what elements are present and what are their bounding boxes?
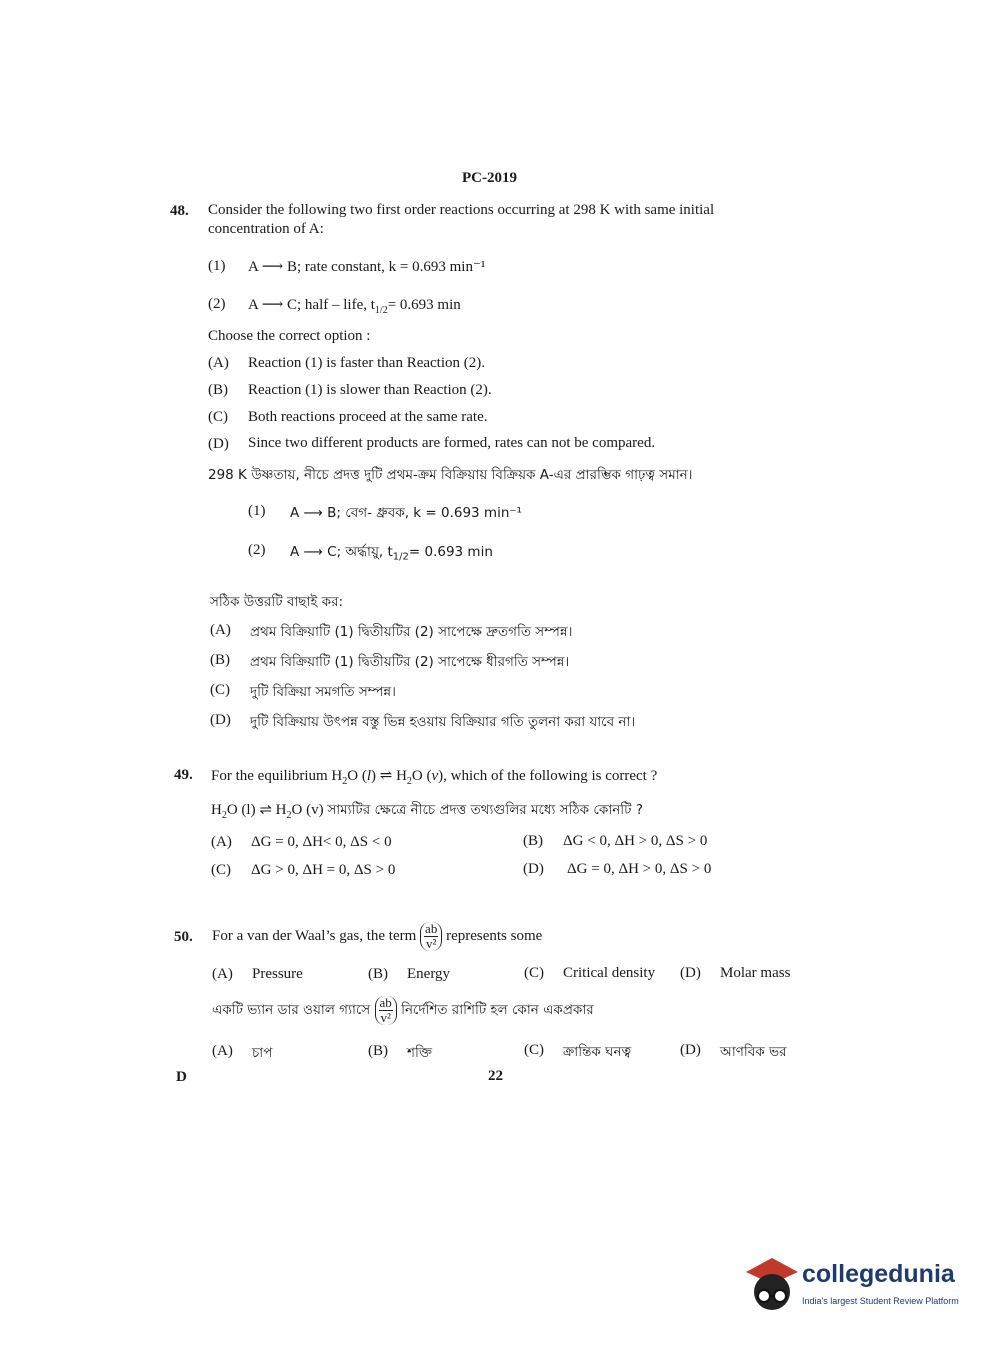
- q50-bengali-option-c-label: (C): [524, 1042, 544, 1058]
- q48-option-d: Since two different products are formed, rates can not be compared.: [248, 435, 656, 451]
- q50-option-c-label: (C): [524, 965, 544, 981]
- q49-option-d: ΔG = 0, ΔH > 0, ΔS > 0: [567, 861, 712, 877]
- q48-bengali-option-b-label: (B): [210, 652, 230, 668]
- ab-over-v2-fraction: $\frac{ab}{\text{v²}}$: [420, 922, 442, 951]
- q48-option-b: Reaction (1) is slower than Reaction (2).: [248, 382, 492, 398]
- q48-option-b-label: (B): [208, 382, 228, 398]
- q48-option-c: Both reactions proceed at the same rate.: [248, 409, 488, 425]
- q48-bengali-option-c: দুটি বিক্রিয়া সমগতি সম্পন্ন।: [250, 684, 396, 700]
- question-49-bengali-stem: $H_2O$ (l) ⇌ $H_2O$ (v) সাম্যটির ক্ষেত্রে নীচে প্রদত্ত তথ্যগুলির মধ্যে সঠিক কোনটি ?: [211, 802, 643, 821]
- q50-option-d: Molar mass: [720, 965, 791, 981]
- footer-set-code: D: [176, 1069, 187, 1085]
- q48-reaction2: A ⟶ C; half – life, $t_{1/2}= 0.693$ min: [248, 297, 461, 316]
- collegedunia-mascot-icon: [742, 1250, 800, 1318]
- q48-option-d-label: (D): [208, 436, 229, 452]
- page-header-code: PC-2019: [462, 170, 517, 186]
- question-49-stem: For the equilibrium $H_2O$ (l) ⇌ $H_2O$ (v), which of the following is correct ?: [211, 768, 658, 787]
- q50-bengali-option-a: চাপ: [252, 1045, 273, 1061]
- question-48-stem-line1: Consider the following two first order reactions occurring at 298 K with same initial: [208, 202, 715, 218]
- q50-option-c: Critical density: [563, 965, 656, 981]
- q48-bengali-reaction1: A ⟶ B; বেগ- ধ্রুবক, k = 0.693 min⁻¹: [290, 505, 522, 521]
- q50-option-b: Energy: [407, 966, 451, 982]
- q50-option-d-label: (D): [680, 965, 701, 981]
- question-50-bengali-stem: একটি ভ্যান ডার ওয়াল গ্যাসে $\frac{ab}{\text{v²}}$ নির্দেশিত রাশিটি হল কোন একপ্রকার: [212, 994, 594, 1025]
- q48-bengali-option-a-label: (A): [210, 622, 231, 638]
- q48-bengali-option-b: প্রথম বিক্রিয়াটি (1) দ্বিতীয়টির (2) সাপেক্ষে ধীরগতি সম্পন্ন।: [250, 654, 570, 670]
- q48-option-a-label: (A): [208, 355, 229, 371]
- q48-bengali-option-a: প্রথম বিক্রিয়াটি (1) দ্বিতীয়টির (2) সাপেক্ষে দ্রুতগতি সম্পন্ন।: [250, 624, 573, 640]
- footer-page-number: 22: [488, 1068, 503, 1084]
- q50-option-a-label: (A): [212, 966, 233, 982]
- q48-reaction2-label: (2): [208, 296, 226, 312]
- collegedunia-tagline: India's largest Student Review Platform: [802, 1296, 959, 1306]
- collegedunia-watermark: [742, 1250, 972, 1318]
- q48-bengali-reaction1-label: (1): [248, 503, 266, 519]
- collegedunia-brand: collegedunia: [802, 1260, 955, 1288]
- question-49-number: 49.: [174, 767, 193, 783]
- ab-over-v2-fraction-bengali: $\frac{ab}{\text{v²}}$: [375, 996, 397, 1025]
- q48-option-c-label: (C): [208, 409, 228, 425]
- q49-option-c: ΔG > 0, ΔH = 0, ΔS > 0: [251, 862, 396, 878]
- q48-bengali-option-d: দুটি বিক্রিয়ায় উৎপন্ন বস্তু ভিন্ন হওয়ায় বিক্রিয়ার গতি তুলনা করা যাবে না।: [250, 714, 636, 730]
- q48-bengali-stem: 298 K উষ্ণতায়, নীচে প্রদত্ত দুটি প্রথম-ক্রম বিক্রিয়ায় বিক্রিয়ক A-এর প্রারম্ভিক গাঢ়ত্ব সমান।: [208, 467, 693, 483]
- q48-reaction1-label: (1): [208, 258, 226, 274]
- q50-option-b-label: (B): [368, 966, 388, 982]
- question-48-number: 48.: [170, 203, 189, 219]
- q50-bengali-option-b: শক্তি: [407, 1045, 432, 1061]
- question-50-stem: For a van der Waal’s gas, the term $\frac{ab}{\text{v²}}$ represents some: [212, 921, 543, 952]
- q48-reaction1: A ⟶ B; rate constant, k = 0.693 min⁻¹: [248, 259, 486, 275]
- q48-bengali-reaction2: A ⟶ C; অর্দ্ধায়ু, $t_{1/2}= 0.693$ min: [290, 544, 493, 563]
- q49-option-c-label: (C): [211, 862, 231, 878]
- question-48-stem-line2: concentration of A:: [208, 221, 324, 237]
- q50-bengali-option-b-label: (B): [368, 1043, 388, 1059]
- question-50-number: 50.: [174, 929, 193, 945]
- q48-bengali-choose-prompt: সঠিক উত্তরটি বাছাই কর:: [210, 594, 344, 610]
- q48-bengali-option-c-label: (C): [210, 682, 230, 698]
- q49-option-d-label: (D): [523, 861, 544, 877]
- q50-bengali-option-d: আণবিক ভর: [720, 1044, 787, 1060]
- q50-bengali-option-d-label: (D): [680, 1042, 701, 1058]
- q49-option-b-label: (B): [523, 833, 543, 849]
- q49-option-b: ΔG < 0, ΔH > 0, ΔS > 0: [563, 833, 708, 849]
- q50-option-a: Pressure: [252, 966, 303, 982]
- q48-choose-prompt: Choose the correct option :: [208, 328, 371, 344]
- q48-option-a: Reaction (1) is faster than Reaction (2).: [248, 355, 485, 371]
- q49-option-a-label: (A): [211, 834, 232, 850]
- q50-bengali-option-c: ক্রান্তিক ঘনত্ব: [563, 1044, 632, 1060]
- q48-bengali-reaction2-label: (2): [248, 542, 266, 558]
- q48-bengali-option-d-label: (D): [210, 712, 231, 728]
- q50-bengali-option-a-label: (A): [212, 1043, 233, 1059]
- q49-option-a: ΔG = 0, ΔH< 0, ΔS < 0: [251, 834, 392, 850]
